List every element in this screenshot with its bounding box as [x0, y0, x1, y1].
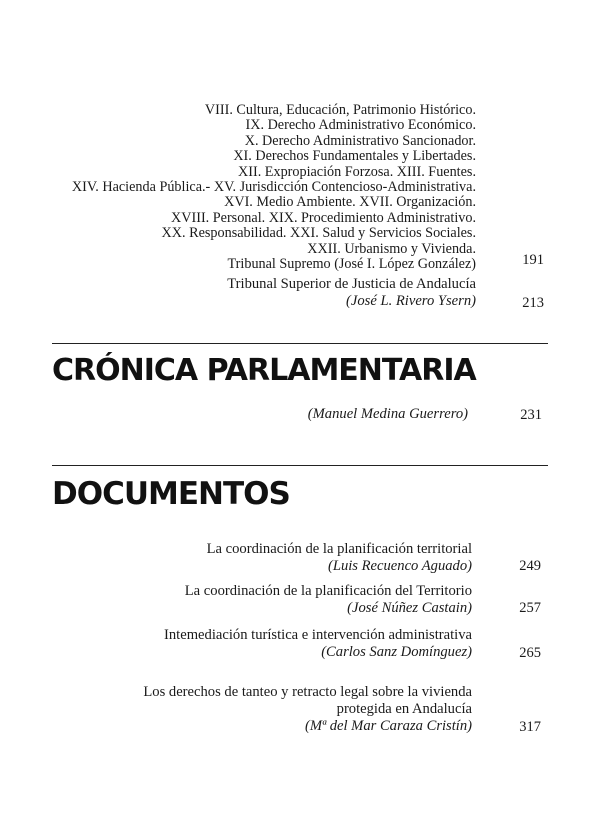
entry-author: (Carlos Sanz Domínguez) [321, 644, 472, 660]
page-number: 265 [519, 645, 541, 661]
topic-line: XI. Derechos Fundamentales y Libertades. [233, 148, 476, 165]
documento-entry [185, 583, 472, 617]
tribunal-supremo-entry: Tribunal Supremo (José I. López González) [227, 256, 476, 273]
entry-author: (José L. Rivero Ysern) [346, 293, 476, 309]
topic-line: XX. Responsabilidad. XXI. Salud y Servicios Sociales. [161, 225, 476, 242]
documento-entry [164, 627, 472, 661]
cronica-author: (Manuel Medina Guerrero) [307, 406, 468, 422]
entry-author: (Luis Recuenco Aguado) [327, 558, 472, 574]
topic-line: VIII. Cultura, Educación, Patrimonio Histórico. [204, 102, 476, 118]
page-number: 231 [520, 407, 542, 423]
entry-title: Los derechos de tanteo y retracto legal sobre la vivienda [143, 684, 472, 700]
entry-title: La coordinación de la planificación territorial [206, 541, 472, 557]
documento-entry [207, 541, 472, 575]
page-number: 213 [522, 295, 544, 311]
documento-entry [143, 684, 472, 735]
entry-author: (José Núñez Castain) [347, 600, 472, 616]
page-number: 257 [519, 600, 541, 616]
section-divider [52, 465, 548, 466]
section-heading-documentos: DOCUMENTOS [52, 476, 290, 512]
topic-line: XIV. Hacienda Pública.- XV. Jurisdicción Contencioso-Administrativa. [71, 179, 476, 196]
topic-line: XVIII. Personal. XIX. Procedimiento Administrativo. [171, 209, 476, 226]
topic-line: X. Derecho Administrativo Sancionador. [244, 132, 476, 149]
section-heading-cronica: CRÓNICA PARLAMENTARIA [52, 353, 476, 388]
topic-line: XXII. Urbanismo y Vivienda. [307, 240, 476, 257]
jurisprudencia-topics-list [72, 103, 476, 272]
page-number: 249 [519, 558, 541, 574]
entry-title: Intemediación turística e intervención administrativa [164, 627, 472, 643]
page-number: 191 [522, 252, 544, 268]
section-divider [52, 343, 548, 344]
page-number: 317 [519, 719, 541, 735]
topic-line: IX. Derecho Administrativo Económico. [245, 117, 476, 134]
tribunal-superior-entry [227, 276, 476, 310]
entry-title: La coordinación de la planificación del Territorio [184, 583, 472, 599]
topic-line: XVI. Medio Ambiente. XVII. Organización. [224, 194, 476, 211]
entry-author: (Mª del Mar Caraza Cristín) [305, 718, 472, 734]
entry-title: protegida en Andalucía [336, 701, 472, 717]
topic-line: XII. Expropiación Forzosa. XIII. Fuentes. [238, 163, 476, 180]
entry-title: Tribunal Superior de Justicia de Andalucía [227, 276, 476, 292]
